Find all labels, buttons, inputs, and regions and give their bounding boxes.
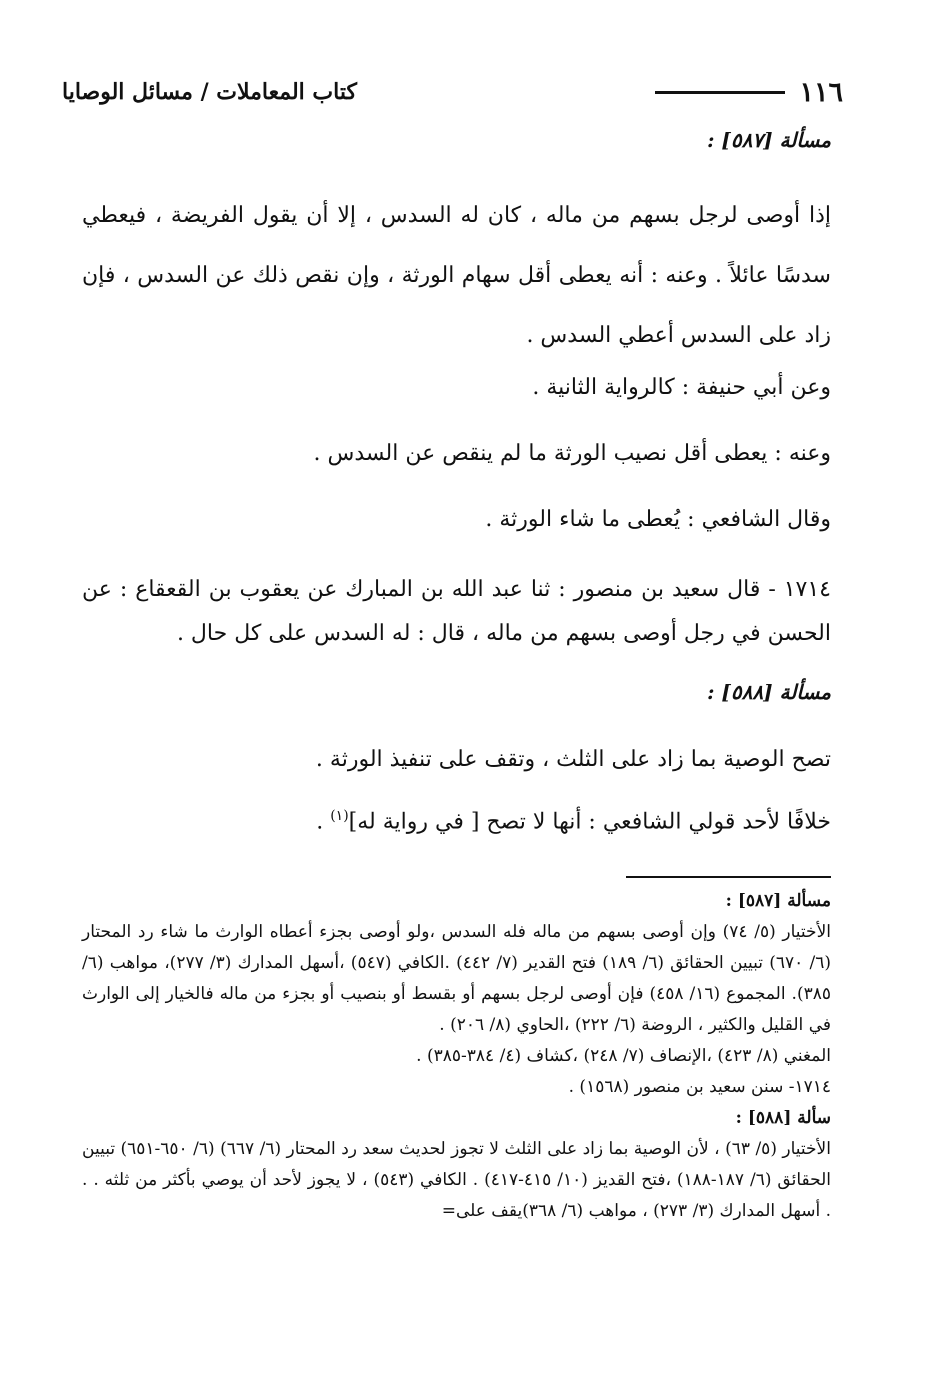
masala-588-p2-end: . bbox=[316, 809, 331, 835]
footnote-ref-1: (١) bbox=[330, 808, 349, 824]
header-rule bbox=[655, 91, 785, 94]
footnote-588-text: الأختيار (٥/ ٦٣) ، لأن الوصية بما زاد على الثلث لا تجوز لحديث سعد رد المحتار (٦/ ٦٦٧) (٦/ ٦٥٠-٦٥١) تبيين الحقائق (٦/ ١٨٧-١٨٨) ،فتح القديز (١٠/ ٤١٥-٤١٧) . الكافي (٥٤٣) ، لا يجوز لأحد أن يوصي بأكثر من ثلثه . . . أسهل المدارك (٣/ ٢٧٣) ، مواهب (٦/ ٣٦٨)يقف على= bbox=[82, 1139, 831, 1221]
footnotes bbox=[82, 886, 831, 1227]
masala-588-paragraph-1: تصح الوصية بما زاد على الثلث ، وتقف على تنفيذ الورثة . bbox=[315, 747, 831, 772]
footnote-587-text-2: المغني (٨/ ٤٢٣) ،الإنصاف (٧/ ٢٤٨) ،كشاف (٤/ ٣٨٤-٣٨٥) . bbox=[416, 1046, 831, 1066]
masala-587-paragraph-1: إذا أوصى لرجل بسهم من ماله ، كان له السدس ، إلا أن يقول الفريضة ، فيعطي سدسًا عائلاً . وعنه : أنه يعطى أقل سهام الورثة ، وإن نقص ذلك عن السدس ، فإن زاد على السدس أعطي السدس . bbox=[82, 203, 831, 348]
footnote-separator bbox=[626, 876, 831, 878]
page-header bbox=[62, 72, 843, 112]
masala-588-heading: مسألة [٥٨٨] : bbox=[707, 680, 831, 704]
footnote-587-text: الأختيار (٥/ ٧٤) وإن أوصى بسهم من ماله فله السدس ،ولو أوصى بجزء أعطاه الوارث ما شاء رد المحتار (٦/ ٦٧٠) تبيين الحقائق (٦/ ١٨٩) فتح القدير (٧/ ٤٤٢) .الكافي (٥٤٧) ،أسهل المدارك (٣/ ٢٧٧)، مواهب (٦/ ٣٨٥). المجموع (١٦/ ٤٥٨) فإن أوصى لرجل بسهم أو بقسط أو بنصيب أو بجزء من ماله فالخيار إلى الوارث في القليل والكثير ، الروضة (٦/ ٢٢٢) ،الحاوي (٨/ ٢٠٦) . bbox=[82, 922, 832, 1035]
masala-587-paragraph-4: وقال الشافعي : يُعطى ما شاء الورثة . bbox=[485, 507, 831, 532]
masala-587-heading: مسألة [٥٨٧] : bbox=[707, 128, 831, 152]
masala-587-paragraph-2: وعن أبي حنيفة : كالرواية الثانية . bbox=[532, 375, 831, 400]
masala-588-p2-text: خلافًا لأحد قولي الشافعي : أنها لا تصح [ في رواية له] bbox=[348, 809, 831, 835]
page-number: ١١٦ bbox=[799, 76, 843, 108]
masala-588-paragraph-2 bbox=[82, 786, 831, 852]
hadith-1714: ١٧١٤ - قال سعيد بن منصور : ثنا عبد الله بن المبارك عن يعقوب بن القعقاع : عن الحسن في رجل أوصى بسهم من ماله ، قال : له السدس على كل حال . bbox=[82, 577, 831, 646]
footnote-1714: ١٧١٤- سنن سعيد بن منصور (١٥٦٨) . bbox=[568, 1077, 831, 1097]
footnote-587-heading: مسألة [٥٨٧] : bbox=[725, 891, 831, 911]
running-title: كتاب المعاملات / مسائل الوصايا bbox=[62, 79, 357, 105]
footnote-588-heading: سألة [٥٨٨] : bbox=[735, 1108, 831, 1128]
masala-587-paragraph-3: وعنه : يعطى أقل نصيب الورثة ما لم ينقص عن السدس . bbox=[313, 441, 831, 466]
